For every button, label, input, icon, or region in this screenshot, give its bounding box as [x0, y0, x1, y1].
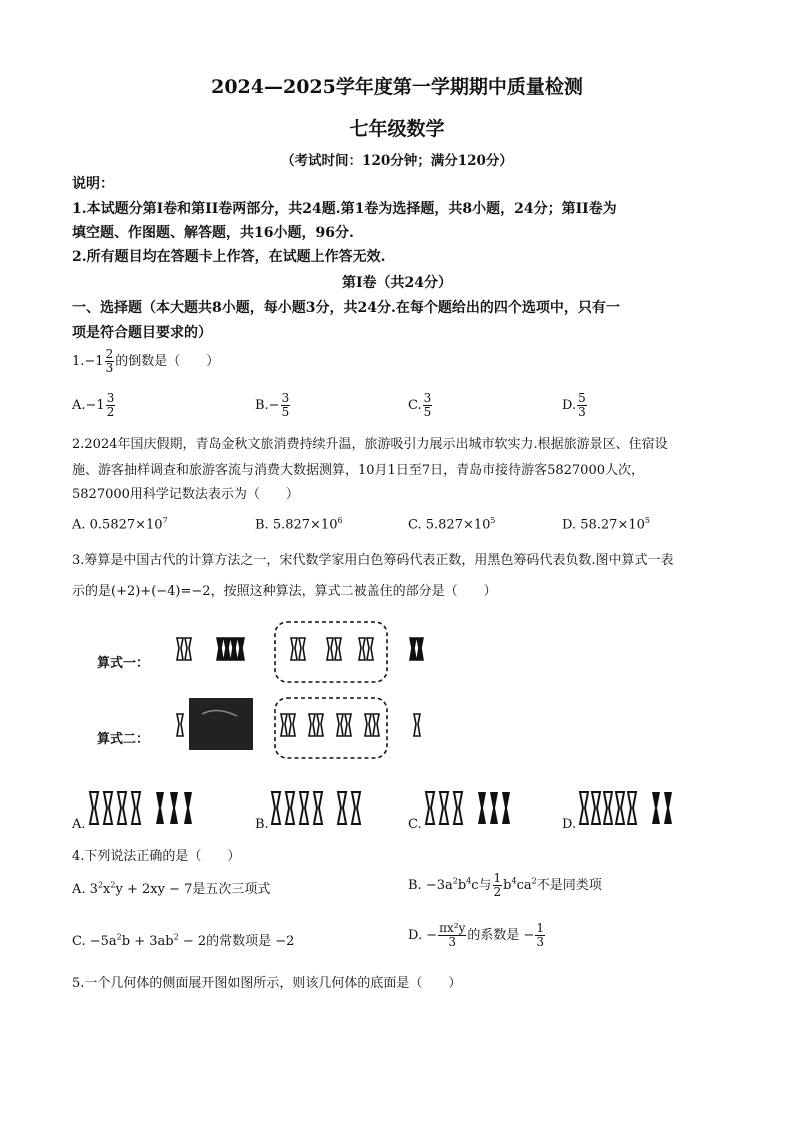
equation1-label: 算式一：	[97, 656, 150, 671]
q3-line2: 示的是(+2)+(−4)=−2，按照这种算法，算式二被盖住的部分是（ ）	[72, 584, 497, 599]
q2-option-d: D. $58.27\times 10^5$	[562, 516, 650, 533]
exam-subtitle: 七年级数学	[349, 118, 445, 140]
q3-option-c: C.	[408, 817, 422, 832]
instruction-1-line1: 1.本试题分第I卷和第II卷两部分，共24题.第1卷为选择题，共8小题，24分；第II卷为	[72, 201, 617, 217]
q1-option-a: A.−1 $\frac{3}{2}$	[72, 391, 115, 419]
q3-option-a: A.	[72, 817, 86, 832]
q3-option-d-rods	[576, 790, 686, 830]
instruction-1-line2: 填空题、作图题、解答题，共16小题，96分.	[72, 225, 354, 241]
exam-time-info: （考试时间：120分钟；满分120分）	[281, 153, 513, 169]
instruction-2: 2.所有题目均在答题卡上作答，在试题上作答无效.	[72, 249, 386, 265]
part1-line1: 一、选择题（本大题共8小题，每小题3分，共24分.在每个题给出的四个选项中，只有一	[72, 300, 620, 316]
q4-option-c: C. $-5a^2b + 3ab^2 - 2$的常数项是 −2	[72, 932, 295, 949]
q3-option-b-rods	[268, 790, 368, 830]
instructions-label: 说明：	[72, 176, 114, 192]
q2-option-a: A. $0.5827\times 10^7$	[72, 516, 168, 533]
q3-option-a-rods	[86, 790, 196, 830]
exam-title: 2024—2025学年度第一学期期中质量检测	[211, 76, 583, 98]
q1-stem: 1.−1 $\frac{2}{3}$ 的倒数是（ ）	[72, 347, 220, 375]
q2-line1: 2.2024年国庆假期，青岛金秋文旅消费持续升温，旅游吸引力展示出城市软实力.根据旅游景区、住宿设	[72, 437, 668, 452]
section1-heading: 第I卷（共24分）	[341, 275, 453, 291]
q1-option-d: D. $\frac{5}{3}$	[562, 391, 586, 419]
q3-option-c-rods	[422, 790, 512, 830]
q2-option-b: B. $5.827\times 10^6$	[255, 516, 343, 533]
q3-option-b: B.	[255, 817, 269, 832]
q3-option-d: D.	[562, 817, 577, 832]
equation2-label: 算式二：	[97, 732, 150, 747]
q2-line3: 5827000用科学记数法表示为（ ）	[72, 487, 299, 502]
q4-option-a: A. $3^2x^2y + 2xy - 7$是五次三项式	[72, 880, 271, 897]
q5-stem: 5.一个几何体的侧面展开图如图所示，则该几何体的底面是（ ）	[72, 976, 462, 991]
q4-option-d: D. − $\frac{\text{πx²y}}{3}$ 的系数是 − $\frac{1}{3}$	[408, 921, 545, 949]
q1-option-b: B.− $\frac{3}{5}$	[255, 391, 290, 419]
q1-option-c: C. $\frac{3}{5}$	[408, 391, 432, 419]
q2-line2: 施、游客抽样调查和旅游客流与消费大数据测算，10月1日至7日，青岛市接待游客5827000人次，	[72, 463, 644, 478]
q4-option-b: B. $-3a^2b^4c$与 $\frac{1}{2}$ $b^4ca^2$不是同类项	[408, 871, 602, 899]
q3-line1: 3.筹算是中国古代的计算方法之一，宋代数学家用白色筹码代表正数，用黑色筹码代表负数.图中算式一表	[72, 553, 674, 568]
part1-line2: 项是符合题目要求的）	[72, 325, 212, 341]
q2-option-c: C. $5.827\times 10^5$	[408, 516, 496, 533]
counting-rods-figure	[72, 610, 472, 770]
q4-stem: 4.下列说法正确的是（ ）	[72, 849, 241, 864]
